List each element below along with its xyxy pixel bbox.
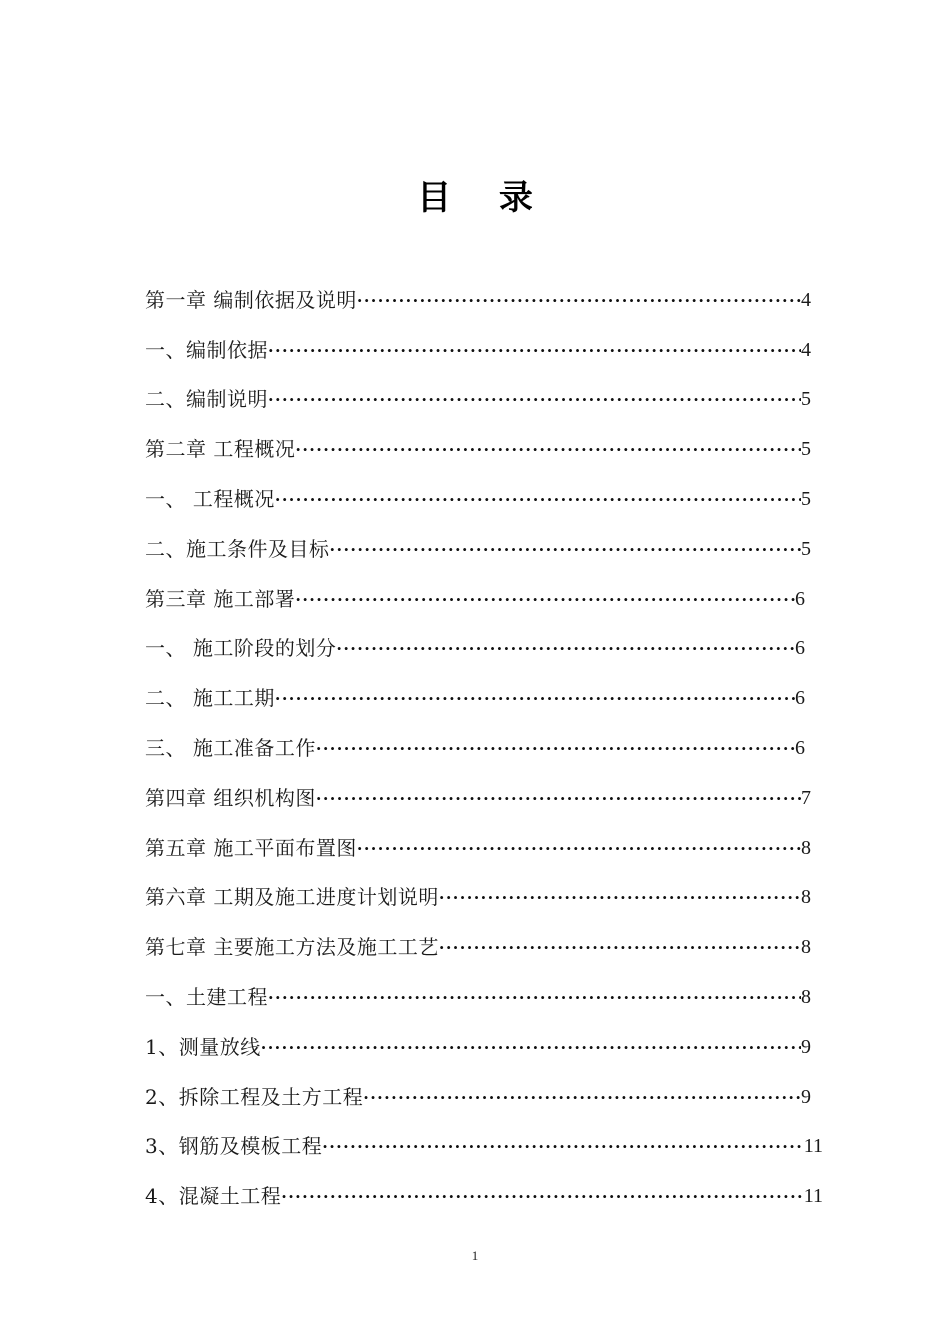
toc-entry-page-number: 6 <box>795 737 805 760</box>
toc-entry-page-number: 8 <box>801 886 811 909</box>
toc-dot-leader <box>357 284 801 318</box>
toc-entry[interactable] <box>145 673 805 723</box>
toc-entry-page-number: 5 <box>801 537 811 560</box>
toc-entry-label: 一、编制依据 <box>145 337 268 362</box>
toc-entry[interactable] <box>145 574 805 624</box>
toc-dot-leader <box>268 334 801 368</box>
toc-entry-page-number: 9 <box>801 1085 811 1108</box>
toc-entry[interactable] <box>145 474 811 524</box>
toc-entry-label: 第四章 组织机构图 <box>145 785 316 810</box>
toc-entry[interactable] <box>145 972 811 1022</box>
toc-entry[interactable] <box>145 922 811 972</box>
toc-entry-page-number: 5 <box>801 388 811 411</box>
page-number: 1 <box>471 1248 479 1263</box>
toc-entry-page-number: 11 <box>803 1135 823 1158</box>
toc-entry-label: 1、测量放线 <box>145 1034 261 1059</box>
toc-entry[interactable] <box>145 325 811 375</box>
toc-entry-label: 一、 施工阶段的划分 <box>145 636 337 661</box>
toc-dot-leader <box>295 433 801 467</box>
toc-entry[interactable] <box>145 873 811 923</box>
toc-entry[interactable] <box>145 1171 823 1221</box>
toc-entry[interactable] <box>145 723 805 773</box>
toc-entry-page-number: 6 <box>795 687 805 710</box>
toc-entry-label: 第六章 工期及施工进度计划说明 <box>145 885 439 910</box>
toc-entry-label: 三、 施工准备工作 <box>145 736 316 761</box>
toc-entry-page-number: 9 <box>801 1035 811 1058</box>
toc-entry-label: 二、 施工工期 <box>145 686 275 711</box>
toc-entry[interactable] <box>145 773 811 823</box>
toc-entry-label: 二、施工条件及目标 <box>145 536 330 561</box>
toc-dot-leader <box>261 1031 801 1065</box>
toc-dot-leader <box>363 1081 801 1115</box>
toc-entry[interactable] <box>145 1072 811 1122</box>
toc-entry[interactable] <box>145 275 811 325</box>
toc-entry-label: 2、拆除工程及土方工程 <box>145 1084 364 1109</box>
toc-entry-label: 第七章 主要施工方法及施工工艺 <box>145 935 439 960</box>
toc-dot-leader <box>275 483 801 517</box>
toc-entry-page-number: 6 <box>795 587 805 610</box>
table-of-contents <box>145 275 825 1221</box>
toc-entry-label: 3、钢筋及模板工程 <box>145 1134 323 1159</box>
toc-entry-label: 一、 工程概况 <box>145 487 275 512</box>
toc-title: 目 录 <box>417 178 551 218</box>
toc-dot-leader <box>336 632 795 666</box>
toc-dot-leader <box>439 881 801 915</box>
toc-entry-page-number: 6 <box>795 637 805 660</box>
toc-dot-leader <box>275 682 795 716</box>
toc-dot-leader <box>316 732 795 766</box>
toc-dot-leader <box>281 1180 804 1214</box>
toc-dot-leader <box>268 981 801 1015</box>
toc-entry-page-number: 8 <box>801 986 811 1009</box>
toc-dot-leader <box>295 583 795 617</box>
toc-entry-page-number: 5 <box>801 438 811 461</box>
toc-dot-leader <box>439 931 801 965</box>
toc-entry[interactable] <box>145 1122 823 1172</box>
toc-dot-leader <box>322 1130 804 1164</box>
toc-entry[interactable] <box>145 424 811 474</box>
toc-entry-label: 4、混凝土工程 <box>145 1184 282 1209</box>
toc-entry-label: 第一章 编制依据及说明 <box>145 287 357 312</box>
toc-entry-page-number: 4 <box>801 288 811 311</box>
toc-entry-label: 第三章 施工部署 <box>145 586 296 611</box>
toc-entry-page-number: 5 <box>801 488 811 511</box>
toc-entry-label: 第二章 工程概况 <box>145 437 296 462</box>
toc-dot-leader <box>268 383 801 417</box>
toc-entry-label: 第五章 施工平面布置图 <box>145 835 357 860</box>
toc-entry-page-number: 8 <box>801 836 811 859</box>
toc-dot-leader <box>357 832 801 866</box>
toc-entry-page-number: 11 <box>803 1185 823 1208</box>
toc-entry-label: 一、土建工程 <box>145 985 268 1010</box>
toc-entry-label: 二、编制说明 <box>145 387 268 412</box>
toc-entry[interactable] <box>145 524 811 574</box>
toc-entry[interactable] <box>145 1022 811 1072</box>
toc-entry-page-number: 7 <box>801 786 811 809</box>
toc-entry-page-number: 4 <box>801 338 811 361</box>
toc-entry[interactable] <box>145 375 811 425</box>
toc-dot-leader <box>330 533 802 567</box>
toc-dot-leader <box>316 782 801 816</box>
toc-entry[interactable] <box>145 823 811 873</box>
toc-entry[interactable] <box>145 624 805 674</box>
toc-entry-page-number: 8 <box>801 936 811 959</box>
